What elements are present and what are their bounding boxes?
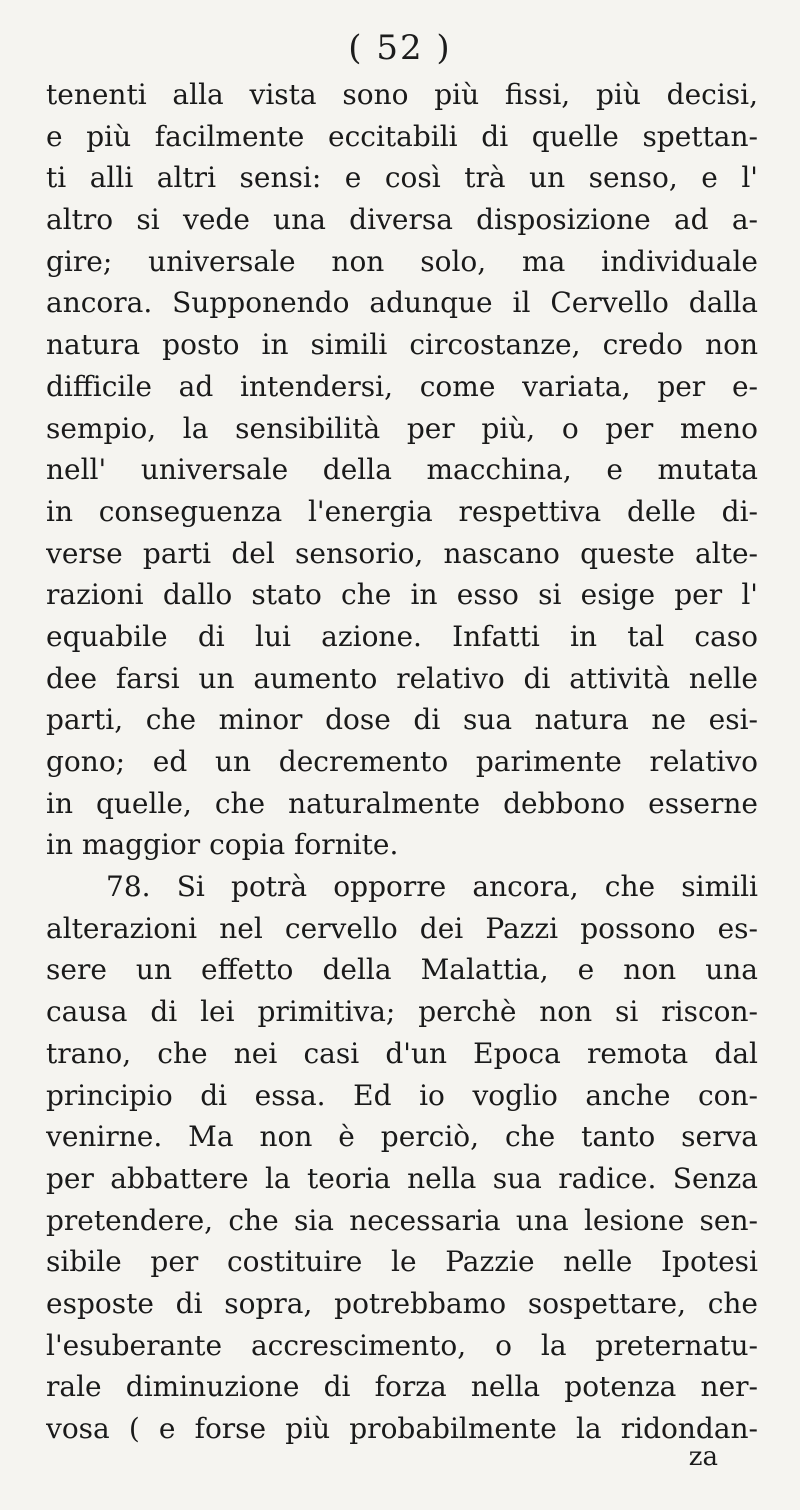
- text-line: vosa ( e forse più probabilmente la ridondan-: [46, 1412, 758, 1445]
- text-line: principio di essa. Ed io voglio anche con-: [46, 1078, 758, 1112]
- text-line: nell' universale della macchina, e mutata: [46, 453, 758, 487]
- catchword: za: [688, 1442, 718, 1472]
- text-line: tenenti alla vista sono più fissi, più decisi,: [46, 78, 758, 111]
- text-line: natura posto in simili circostanze, credo non: [46, 328, 758, 362]
- text-line: trano, che nei casi d'un Epoca remota dal: [46, 1036, 758, 1070]
- text-line: rale diminuzione di forza nella potenza ner-: [46, 1370, 758, 1404]
- text-line: gono; ed un decremento parimente relativo: [46, 745, 758, 778]
- text-line: sibile per costituire le Pazzie nelle Ipotesi: [46, 1245, 758, 1279]
- text-line: dee farsi un aumento relativo di attività nelle: [46, 661, 758, 695]
- text-line: alterazioni nel cervello dei Pazzi possono es-: [46, 911, 758, 945]
- text-line: venirne. Ma non è perciò, che tanto serva: [46, 1120, 758, 1154]
- text-line: parti, che minor dose di sua natura ne esi-: [46, 703, 758, 737]
- text-line: ancora. Supponendo adunque il Cervello dalla: [46, 286, 758, 320]
- text-line: difficile ad intendersi, come variata, per e-: [46, 369, 758, 403]
- text-line: gire; universale non solo, ma individuale: [46, 244, 758, 278]
- paragraph-end-line: in maggior copia fornite.: [46, 828, 399, 862]
- text-line: sere un effetto della Malattia, e non una: [46, 953, 758, 987]
- text-line: pretendere, che sia necessaria una lesione sen-: [46, 1203, 758, 1237]
- text-line: esposte di sopra, potrebbamo sospettare, che: [46, 1286, 758, 1320]
- text-line: equabile di lui azione. Infatti in tal caso: [46, 619, 758, 653]
- text-line: e più facilmente eccitabili di quelle spettan-: [46, 119, 758, 153]
- text-line: verse parti del sensorio, nascano queste alte-: [46, 536, 758, 570]
- page-number: ( 52 ): [348, 28, 452, 68]
- text-line: sempio, la sensibilità per più, o per meno: [46, 411, 758, 445]
- body-text: [46, 74, 758, 1450]
- text-line: razioni dallo stato che in esso si esige per l': [46, 578, 758, 612]
- text-line: ti alli altri sensi: e così trà un senso, e l': [46, 161, 758, 195]
- text-line: causa di lei primitiva; perchè non si riscon-: [46, 995, 758, 1029]
- text-line: in quelle, che naturalmente debbono esserne: [46, 786, 758, 820]
- text-line: altro si vede una diversa disposizione ad a-: [46, 203, 758, 237]
- section-78-first-line: 78. Si potrà opporre ancora, che simili: [106, 870, 758, 904]
- text-line: per abbattere la teoria nella sua radice. Senza: [46, 1161, 758, 1195]
- text-line: l'esuberante accrescimento, o la preternatu-: [46, 1328, 758, 1362]
- text-line: in conseguenza l'energia respettiva delle di-: [46, 494, 758, 528]
